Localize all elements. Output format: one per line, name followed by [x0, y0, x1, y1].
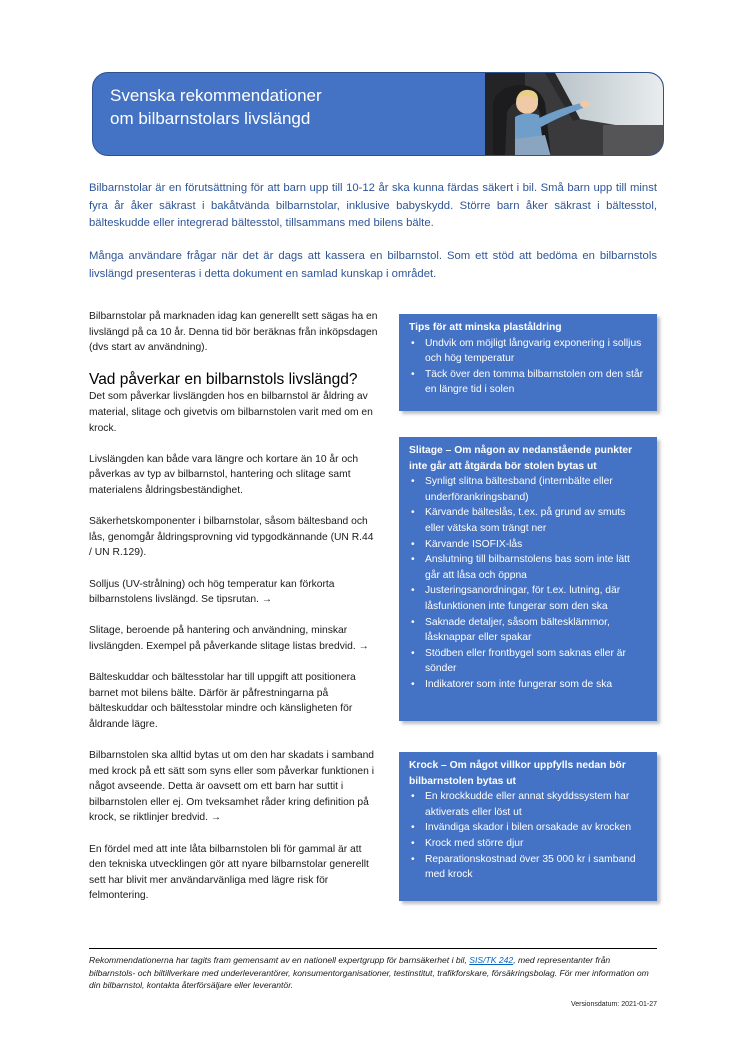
list-item: • Synligt slitna bältesband (internbälte eller underförankringsband): [409, 474, 647, 505]
list-item: • Invändiga skador i bilen orsakade av krocken: [409, 820, 647, 836]
list-item: • Anslutning till bilbarnstolens bas som inte lätt går att låsa och öppna: [409, 552, 647, 583]
body-paragraph: Säkerhetskomponenter i bilbarnstolar, såsom bältesband och lås, genomgår åldringsprovning vid typgodkännande (UN R.44 / UN R.129).: [89, 516, 374, 559]
child-in-car-seat-photo: [485, 73, 663, 156]
wear-box: [399, 437, 657, 721]
crash-box-title: Krock – Om något villkor uppfylls nedan bör bilbarnstolen bytas ut: [409, 760, 626, 787]
list-item: • Kärvande ISOFIX-lås: [409, 537, 647, 553]
list-item: • Reparationskostnad över 35 000 kr i samband med krock: [409, 852, 647, 883]
list-item: • Indikatorer som inte fungerar som de ska: [409, 677, 647, 693]
list-item: • Kärvande bälteslås, t.ex. på grund av smuts eller vätska som trängt ner: [409, 505, 647, 536]
body-paragraph: Livslängden kan både vara längre och kortare än 10 år och påverkas av typ av bilbarnstol, hantering och slitage samt materialens åldringsbeständighet.: [89, 453, 359, 496]
left-column: [89, 309, 379, 920]
footer-note-text: , med representanter från bilbarnstols- och biltillverkare med underleverantörer, konsumentorganisationer, testinstitut, trafikforskare, försäkringsbolag. För mer information om din bilbarnstol, kontakta återförsäljare eller leverantör.: [89, 955, 649, 990]
intro-paragraph-2: Många användare frågar när det är dags att kassera en bilbarnstol. Som ett stöd att bedöma en bilbarnstols livslängd presenteras i detta dokument en samlad kunskap i området.: [89, 250, 657, 280]
footer-note-text: Rekommendationerna har tagits fram gemensamt av en nationell expertgrupp för barnsäkerhet i bil,: [89, 955, 470, 965]
version-date: Versionsdatum: 2021-01-27: [571, 1001, 657, 1008]
tips-box-title: Tips för att minska plaståldring: [409, 322, 562, 333]
lifespan-paragraph: Bilbarnstolar på marknaden idag kan generellt sett sägas ha en livslängd på ca 10 år. Denna tid bör beräknas från inköpsdagen (dvs start av användning).: [89, 311, 378, 354]
body-paragraph: En fördel med att inte låta bilbarnstolen bli för gammal är att den tekniska utvecklingen gör att nyare bilbarnstolar generellt sett har blivit mer användarvänliga med lägre risk för felmontering.: [89, 843, 369, 902]
wear-box-title: Slitage – Om någon av nedanstående punkter inte går att åtgärda bör stolen bytas ut: [409, 445, 633, 472]
footer-note: [89, 954, 657, 992]
title-line-1: Svenska rekommendationer: [110, 86, 322, 105]
body-paragraph: Bälteskuddar och bältesstolar har till uppgift att positionera barnet mot bilens bälte. Därför är påfrestningarna på bälteskuddar och bältesstolar mindre och känsligheten för åldrande lägre.: [89, 672, 356, 730]
body-paragraph: Bilbarnstolen ska alltid bytas ut om den har skadats i samband med krock på ett sätt som syns eller som påverkar funktionen i något avseende. Detta är oavsett om ett barn har suttit i bilbarnstolen eller ej. Om tveksamhet råder kring definition på krock, se riktlinjer bredvid. →: [89, 750, 375, 824]
body-paragraph: Slitage, beroende på hantering och användning, minskar livslängden. Exempel på påverkande slitage listas bredvid. →: [89, 625, 369, 652]
body-paragraph: Det som påverkar livslängden hos en bilbarnstol är åldring av material, slitage och givetvis om bilbarnstolen varit med om en krock.: [89, 391, 373, 434]
list-item: • Undvik om möjligt långvarig exponering i solljus och hög temperatur: [409, 336, 647, 367]
page-title: [110, 84, 470, 130]
list-item: • Justeringsanordningar, för t.ex. lutning, där låsfunktionen inte fungerar som den ska: [409, 583, 647, 614]
wear-list: [409, 474, 647, 692]
list-item: • Saknade detaljer, såsom bältesklämmor, låsknappar eller spakar: [409, 615, 647, 646]
intro-paragraph-1: Bilbarnstolar är en förutsättning för att barn upp till 10-12 år ska kunna färdas säkert i bil. Små barn upp till minst fyra år åker säkrast i bakåtvända bilbarnstolar, inklusive babyskydd. Större barn åker säkrast i bältesstol, bälteskudde eller integrerad bältesstol, tillsammans med bilens bälte.: [89, 182, 657, 229]
sis-tk-242-link[interactable]: SIS/TK 242: [469, 955, 514, 965]
crash-box: [399, 752, 657, 901]
list-item: • Krock med större djur: [409, 836, 647, 852]
section-heading: Vad påverkar en bilbarnstols livslängd?: [89, 371, 358, 389]
list-item: • En krockkudde eller annat skyddssystem har aktiverats eller löst ut: [409, 789, 647, 820]
crash-list: [409, 789, 647, 883]
tips-list: [409, 336, 647, 398]
title-line-2: om bilbarnstolars livslängd: [110, 109, 311, 128]
tips-box: [399, 314, 657, 411]
list-item: • Stödben eller frontbygel som saknas eller är sönder: [409, 646, 647, 677]
header-banner: [92, 72, 664, 156]
list-item: • Täck över den tomma bilbarnstolen om den står en längre tid i solen: [409, 367, 647, 398]
footer-divider: [89, 948, 657, 949]
body-paragraph: Solljus (UV-strålning) och hög temperatur kan förkorta bilbarnstolens livslängd. Se tipsrutan. →: [89, 578, 335, 606]
